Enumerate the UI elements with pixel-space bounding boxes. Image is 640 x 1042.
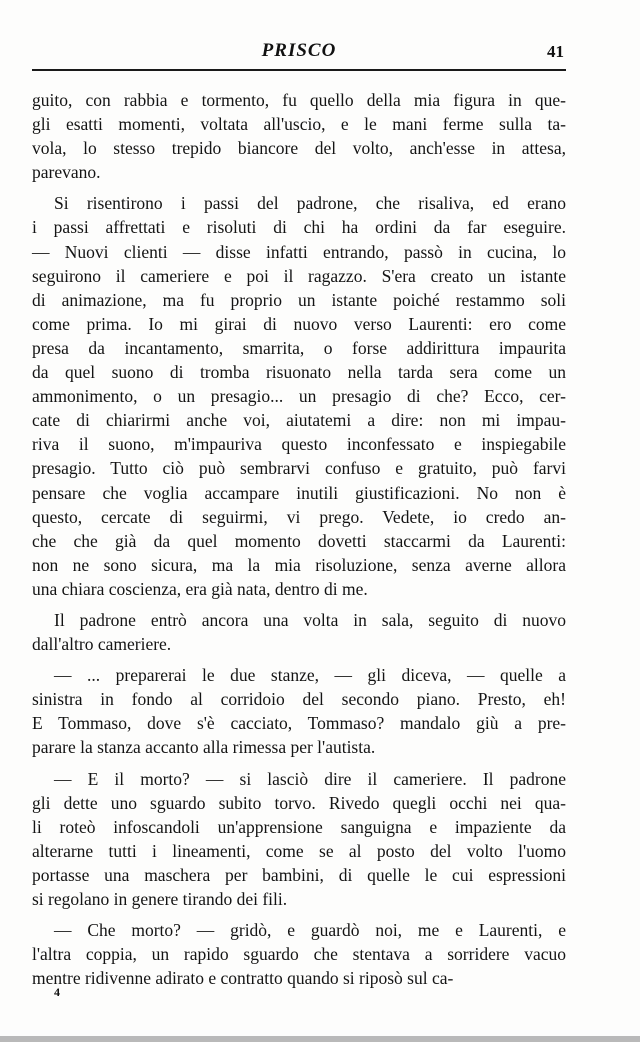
text-line: portasse una maschera per bambini, di quelle le cui espressioni	[32, 864, 566, 885]
paragraph	[32, 608, 566, 656]
text-line: Il padrone entrò ancora una volta in sala, seguito di nuovo	[54, 609, 566, 630]
text-line: gli dette uno sguardo subito torvo. Rivedo quegli occhi nei qua-	[32, 792, 566, 813]
text-line: Si risentirono i passi del padrone, che risaliva, ed erano	[54, 193, 566, 214]
text-line: che che già da quel momento dovetti staccarmi da Laurenti:	[32, 530, 566, 551]
text-line: non ne sono sicura, ma la mia risoluzione, senza averne allora	[32, 554, 566, 575]
text-line: gli esatti momenti, voltata all'uscio, e le mani ferme sulla ta-	[32, 114, 566, 135]
text-line: li roteò infoscandoli un'apprensione sanguigna e impaziente da	[32, 816, 566, 837]
body-text	[32, 88, 566, 997]
text-line: sinistra in fondo al corridoio del secondo piano. Presto, eh!	[32, 689, 566, 710]
running-head	[32, 38, 566, 66]
text-line: — E il morto? — si lasciò dire il cameriere. Il padrone	[54, 768, 566, 789]
text-line: mentre ridivenne adirato e contratto quando si riposò sul ca-	[32, 968, 454, 989]
signature-mark: 4	[54, 985, 60, 999]
text-line: i passi affrettati e risoluti di chi ha ordini da far eseguire.	[32, 217, 566, 238]
text-line: pensare che voglia accampare inutili giustificazioni. No non è	[32, 482, 566, 503]
text-line: ammonimento, o un presagio... un presagio di che? Ecco, cer-	[32, 386, 566, 407]
paragraph	[32, 88, 566, 184]
text-line: una chiara coscienza, era già nata, dentro di me.	[32, 578, 368, 599]
text-line: parevano.	[32, 162, 101, 183]
paragraph	[32, 767, 566, 912]
text-line: da quel suono di tromba risuonato nella tarda sera come un	[32, 362, 566, 383]
text-line: — Nuovi clienti — disse infatti entrando, passò in cucina, lo	[32, 241, 566, 262]
page-number: 41	[547, 42, 564, 61]
text-line: guito, con rabbia e tormento, fu quello della mia figura in que-	[32, 90, 566, 110]
paragraph	[32, 191, 566, 601]
paragraph	[32, 918, 566, 990]
page-bottom-edge	[0, 1036, 640, 1042]
text-line: di animazione, ma fu proprio un istante poiché restammo soli	[32, 289, 566, 310]
text-line: dall'altro cameriere.	[32, 634, 172, 655]
text-line: parare la stanza accanto alla rimessa per l'autista.	[32, 737, 376, 758]
text-line: alterarne tutti i lineamenti, come se al posto del volto l'uomo	[32, 840, 566, 861]
text-line: cate di chiarirmi anche voi, aiutatemi a dire: non mi impau-	[32, 410, 566, 431]
header-rule	[32, 69, 566, 71]
text-line: vola, lo stesso trepido biancore del volto, anch'esse in attesa,	[32, 138, 566, 159]
text-line: seguirono il cameriere e poi il ragazzo. S'era creato un istante	[32, 265, 566, 286]
text-line: — Che morto? — gridò, e guardò noi, me e Laurenti, e	[54, 920, 566, 941]
text-line: presa da incantamento, smarrita, o forse addirittura impaurita	[32, 337, 566, 358]
text-line: si regolano in genere tirando dei fili.	[32, 889, 288, 909]
text-line: come prima. Io mi girai di nuovo verso Laurenti: ero come	[32, 313, 566, 334]
running-title: PRISCO	[261, 40, 337, 61]
text-line: questo, cercate di seguirmi, vi prego. Vedete, io credo an-	[32, 506, 566, 527]
text-line: l'altra coppia, un rapido sguardo che stentava a sorridere vacuo	[32, 944, 566, 965]
text-line: E Tommaso, dove s'è cacciato, Tommaso? mandalo giù a pre-	[32, 713, 566, 734]
text-line: presagio. Tutto ciò può sembrarvi confuso e gratuito, può farvi	[32, 458, 566, 479]
paragraph	[32, 663, 566, 759]
text-line: riva il suono, m'impauriva questo inconfessato e inspiegabile	[32, 434, 566, 455]
text-line: — ... preparerai le due stanze, — gli diceva, — quelle a	[54, 665, 566, 686]
